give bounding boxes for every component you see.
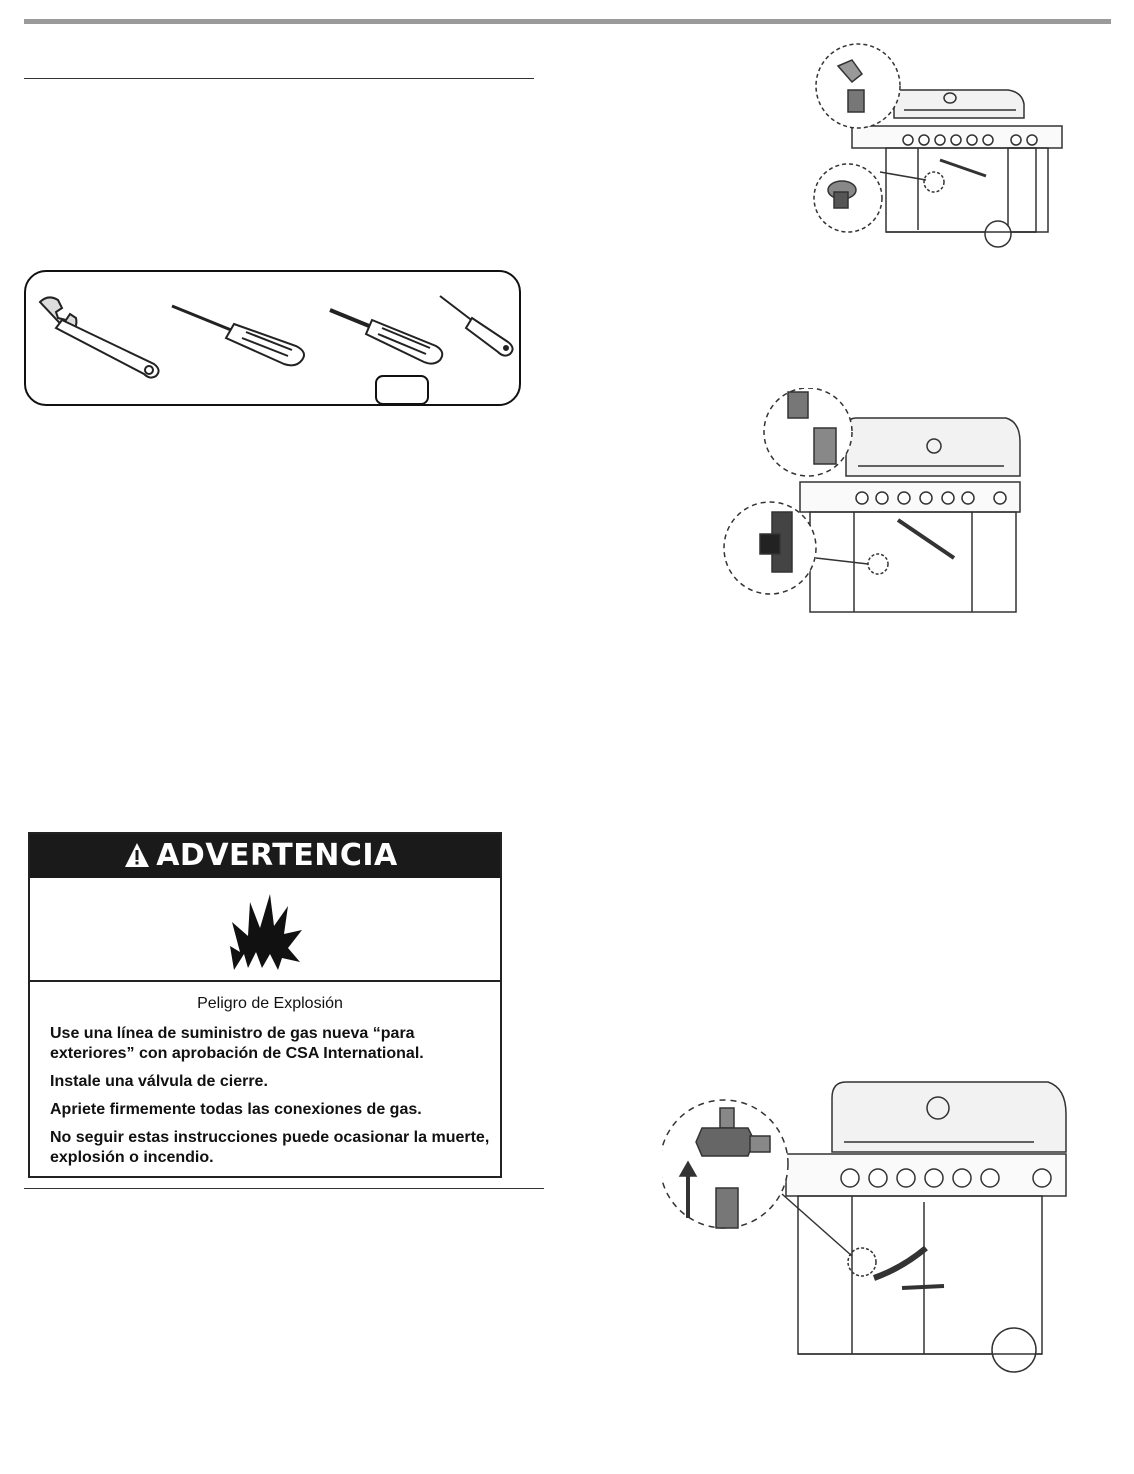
warning-line: Use una línea de suministro de gas nueva “para exteriores” con aprobación de CSA International. — [50, 1025, 424, 1062]
warning-line: No seguir estas instrucciones puede ocasionar la muerte, explosión o incendio. — [50, 1129, 490, 1166]
warning-line: Instale una válvula de cierre. — [50, 1073, 268, 1090]
section-divider — [24, 1188, 544, 1189]
grill-figure-2 — [722, 388, 1024, 614]
grill-figure-3 — [662, 1078, 1068, 1376]
warning-subtitle: Peligro de Explosión — [197, 995, 343, 1012]
explosion-symbol-area — [30, 878, 500, 982]
tools-panel — [24, 270, 521, 406]
warning-title: ADVERTENCIA — [156, 838, 398, 873]
adjustable-wrench-icon — [40, 297, 159, 377]
warning-line: Apriete firmemente todas las conexiones de gas. — [50, 1101, 422, 1118]
warning-box — [28, 832, 502, 1178]
label-box — [376, 376, 428, 404]
phillips-screwdriver-icon — [172, 306, 304, 365]
top-rule — [24, 19, 1111, 24]
warning-text — [50, 994, 490, 1176]
flat-screwdriver-icon — [330, 310, 442, 364]
small-screwdriver-icon — [440, 296, 513, 356]
grill-figure-1 — [808, 40, 1070, 252]
explosion-icon — [226, 888, 306, 972]
warning-header — [30, 834, 500, 878]
warning-triangle-icon — [124, 842, 150, 868]
section-divider — [24, 78, 534, 79]
